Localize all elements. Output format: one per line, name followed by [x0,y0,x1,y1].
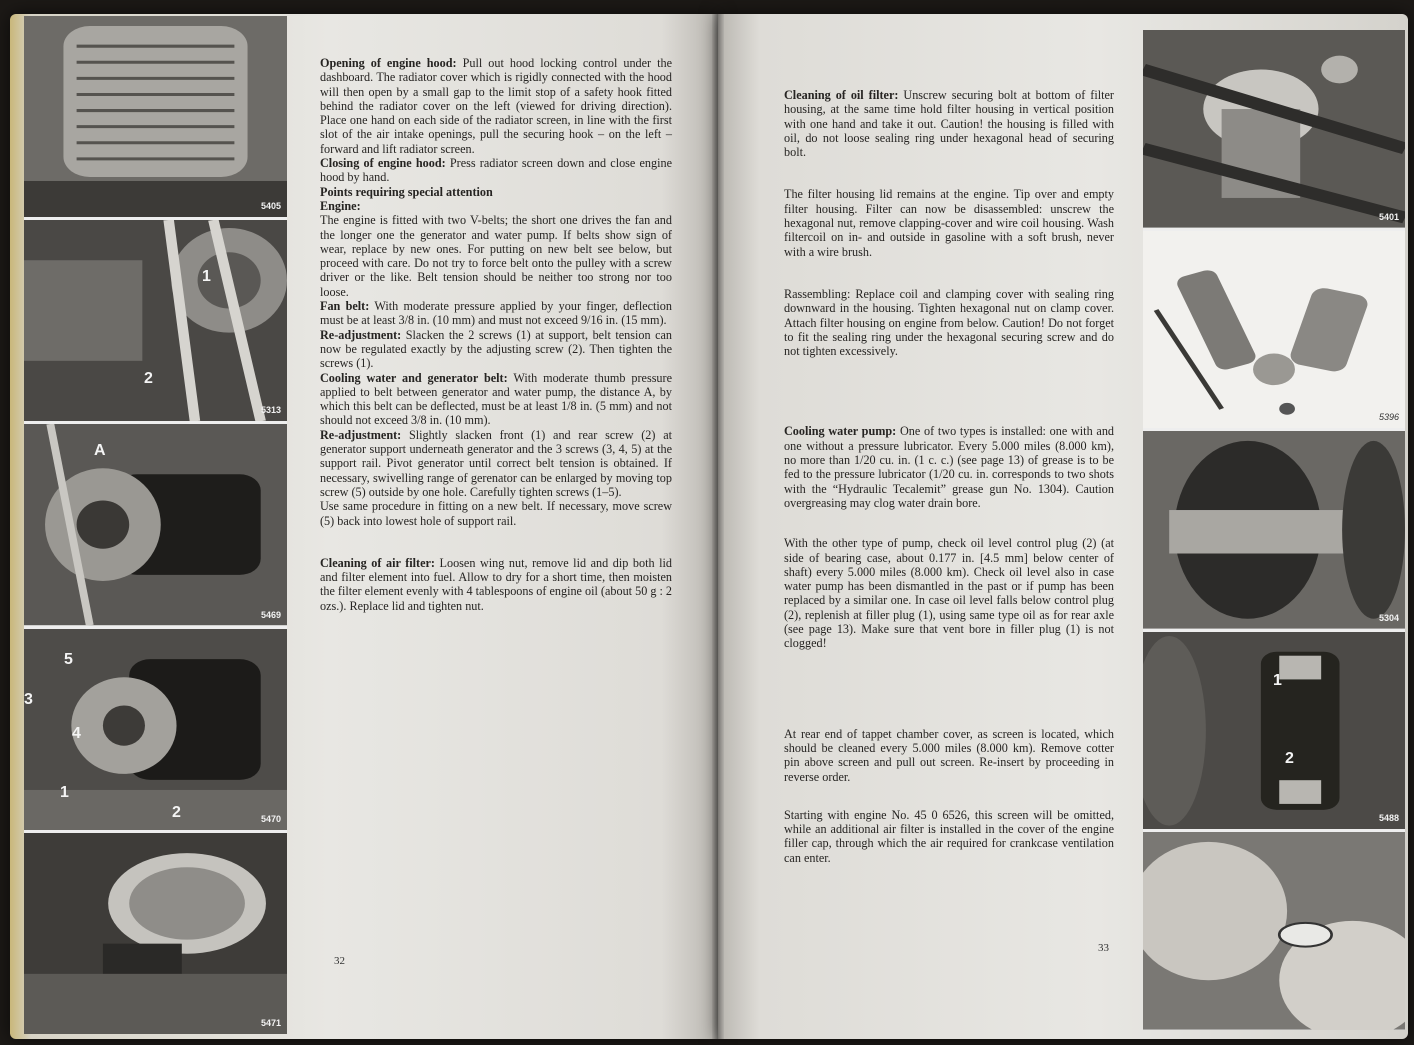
paragraph-reassembling [784,287,1114,358]
section-cleaning-air-filter [320,556,672,613]
section-heading: Cooling water pump: [784,424,897,439]
photo-radiator-grille [24,16,287,217]
section-heading: Opening of engine hood: [320,56,457,70]
page-number-right: 33 [1098,942,1109,954]
paragraph-v-belts [320,213,672,299]
photo-number: 5401 [1378,211,1399,222]
section-body: With the other type of pump, check oil level control plug (2) (at side of bearing case, about 0.177 in. [4.5 mm] below center of shaft) every 5.000 miles (8.000 km). Check oil level also in case water pump has been dismantled in the past or if pump has been replaced by a similar one. In case oil level falls below control plug (2), replenish at filler plug (1), using same type oil as for rear axle (see page 13). Make sure that vent bore in filler plug (1) is not clogged! [784,536,1114,651]
photo-pump-plugs [1143,632,1405,830]
left-photo-strip [24,16,287,1034]
photo-tappet-screen-hands [1143,832,1405,1030]
section-cleaning-oil-filter [784,88,1114,159]
section-engine [320,199,672,213]
paragraph-engine-number-change [784,808,1114,865]
callout-a: A [94,442,106,460]
paragraph-other-pump-type [784,536,1114,650]
section-heading: Re-adjustment: [320,427,402,442]
section-opening-engine-hood [320,56,672,156]
left-page-text [320,56,672,613]
section-readjustment-generator [320,428,672,499]
paragraph-new-belt [320,499,672,528]
section-body: Slightly slacken front (1) and rear screw (2) at generator support underneath generator and the 3 screws (3, 4, 5) at the support rail. Pivot generator until correct belt tension is obtained. If necessary, swivelling range of gerenator can be enlarged by moving top screw (5) outside by one hole. Carefully tighten screws (1–5). [320,427,672,499]
section-heading: Cooling water and generator belt: [320,370,508,385]
photo-number: 5396 [1378,412,1399,423]
section-body: With moderate pressure applied by your finger, deflection must be at least 3/8 in. (10 mm) and must not exceed 9/16 in. (15 mm). [320,299,672,328]
callout-2: 2 [144,370,153,388]
section-body: The engine is fitted with two V-belts; the short one drives the fan and the longer one the generator and water pump. If belts show sign of wear, replace by new ones. For putting on new belt see below, but proceed with care. Do not try to force belt onto the pulley with a screw driver or the like. Belt tension should be neither too strong nor too loose. [320,213,672,299]
paragraph-filter-housing-lid [784,187,1114,258]
photo-oil-filter-installed [1143,30,1405,228]
section-heading: Cleaning of oil filter: [784,88,899,102]
callout-5: 5 [64,650,73,668]
photo-number: 5471 [260,1018,281,1029]
section-body: Starting with engine No. 45 0 6526, this screen will be omitted, while an additional air filter is installed in the cover of the engine filler cap, through which the air required for crankcase ventilation can enter. [784,807,1114,865]
section-points-special-attention [320,185,672,199]
photo-oil-filter-parts [1143,231,1405,429]
callout-2: 2 [1285,749,1294,767]
section-closing-engine-hood [320,156,672,185]
callout-1: 1 [1273,671,1282,689]
section-heading: Re-adjustment: [320,327,402,342]
photo-number: 5304 [1378,612,1399,623]
section-body: Unscrew securing bolt at bottom of filter housing, at the same time hold filter housing in vertical position with one hand and take it out. Caution! the housing is filled with oil, do not loose sealing ring under hexagonal head of securing bolt. [784,88,1114,160]
photo-air-filter [24,833,287,1034]
section-heading: Cleaning of air filter: [320,555,435,570]
section-cooling-water-pump [784,424,1114,510]
section-readjustment-fan [320,328,672,371]
right-page-text [784,88,1114,865]
callout-3: 3 [24,690,33,708]
section-fan-belt [320,299,672,328]
paragraph-tappet-chamber-cover [784,727,1114,784]
section-cooling-water-generator-belt [320,371,672,428]
section-heading: Closing of engine hood: [320,156,446,171]
section-body: Loosen wing nut, remove lid and dip both lid and filter element into fuel. Allow to dry for a short time, then moisten the filter element evenly with 4 tablespoons of engine oil (about 50 g : 2 ozs.). Replace lid and tighten nut. [320,555,672,613]
photo-number: 5469 [260,609,281,620]
book-gutter [712,14,724,1039]
photo-generator [24,424,287,625]
section-heading: Engine: [320,198,361,213]
section-body: At rear end of tappet chamber cover, as screen is located, which should be cleaned every 5.000 miles (8.000 km). Remove cotter pin above screen and pull out screen. Re-insert by proceeding in reverse order. [784,726,1114,784]
section-body: Rassembling: Replace coil and clamping cover with sealing ring downward in the housing. Tighten hexagonal nut on clamp cover. Attach filter housing on engine from below. Caution! Do not forget to fit the sealing ring under the hexagonal securing screw and do not tighten excessively. [784,286,1114,359]
callout-2: 2 [172,803,181,821]
section-body: One of two types is installed: one with and one without a pressure lubricator. Every 5.000 miles (8.000 km), no more than 1/20 cu. in. (1 c. c.) (see page 13) of grease is to be fed to the pressure lubricator (1/20 cu. in. corresponds to two shots with the “Hydraulic Tecalemit” grease gun No. 1304). Caution overgreasing may clog water drain bore. [784,424,1115,510]
photo-generator-screws [24,629,287,830]
callout-1: 1 [202,268,211,286]
section-body: Press radiator screen down and close engine hood by hand. [320,156,673,185]
photo-fan-belt [24,220,287,421]
photo-number: 5405 [260,201,281,212]
photo-number: 5313 [260,405,281,416]
section-body: Pull out hood locking control under the dashboard. The radiator cover which is rigidly connected with the hood will then open by a small gap to the limit stop of a safety hook fitted behind the radiator cover on the left (viewed for driving direction). Place one hand on each side of the radiator screen, in line with the first slot of the air intake openings, pull the securing hook – on the left – forward and lift radiator screen. [320,56,673,156]
callout-1: 1 [60,783,69,801]
section-heading: Points requiring special attention [320,184,493,199]
photo-number: 5488 [1378,813,1399,824]
section-heading: Fan belt: [320,299,370,314]
section-body: Slacken the 2 screws (1) at support, belt tension can now be regulated exactly by the adjusting screw (2). Then tighten the screws (1). [320,327,672,371]
page-number-left: 32 [334,955,345,967]
section-body: With moderate thumb pressure applied to belt between generator and water pump, the distance A, by which this belt can be deflected, must be at least 1/8 in. (5 mm) and not should not exceed 3/8 in. (10 mm). [320,370,672,428]
photo-water-pump [1143,431,1405,629]
section-body: The filter housing lid remains at the engine. Tip over and empty filter housing. Filter can now be disassembled: unscrew the hexagonal nut, remove clapping-cover and wire coil housing. Wash filtercoil on in- and outside in gasoline with a soft brush, never with a wire brush. [784,187,1114,259]
right-photo-strip [1143,30,1405,1030]
section-body: Use same procedure in fitting on a new belt. If necessary, move screw (5) back into lowest hole of support rail. [320,499,672,528]
photo-number: 5470 [260,813,281,824]
callout-4: 4 [72,724,81,742]
